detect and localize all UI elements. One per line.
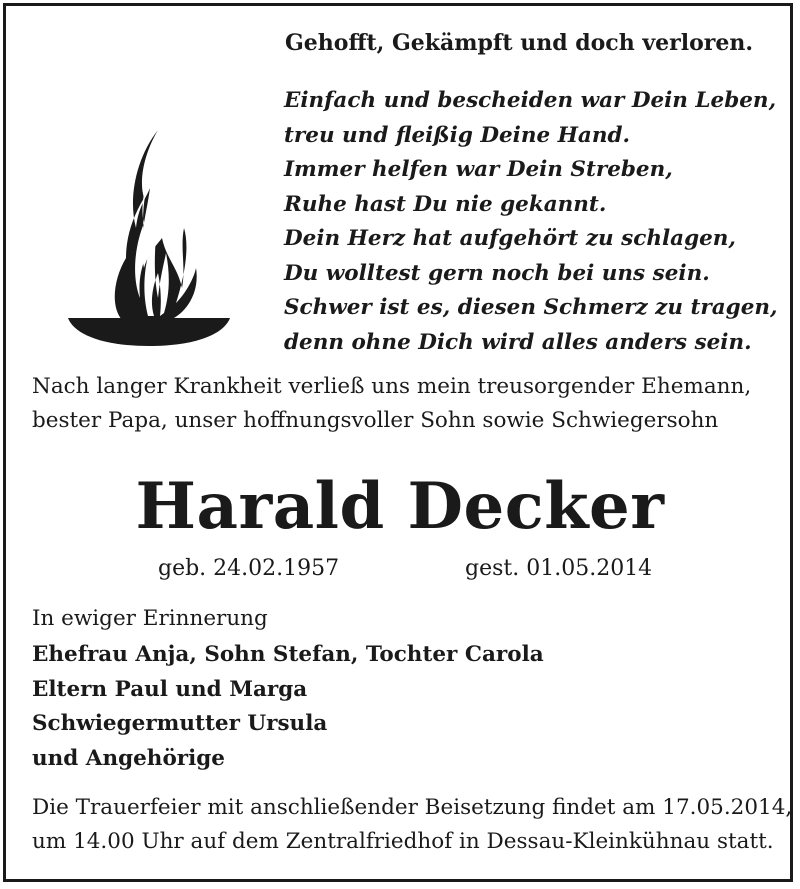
mourner-entry: Eltern Paul und Marga	[32, 676, 308, 702]
funeral-line: Die Trauerfeier mit anschließender Beisetzung findet am 17.05.2014,	[32, 795, 793, 820]
poem-line: Ruhe hast Du nie gekannt.	[284, 191, 607, 217]
poem-line: Einfach und bescheiden war Dein Leben,	[284, 88, 777, 113]
mourner-entry: Schwiegermutter Ursula	[32, 711, 328, 736]
funeral-line: um 14.00 Uhr auf dem Zentralfriedhof in Dessau-Kleinkühnau statt.	[32, 829, 774, 854]
poem-line: Schwer ist es, diesen Schmerz zu tragen,	[284, 295, 778, 320]
poem-line: denn ohne Dich wird alles anders sein.	[284, 329, 752, 355]
poem-line: Immer helfen war Dein Streben,	[284, 157, 673, 182]
intro-text	[32, 370, 751, 438]
poem-line: Du wolltest gern noch bei uns sein.	[284, 260, 710, 286]
poem-line: Dein Herz hat aufgehört zu schlagen,	[284, 226, 736, 251]
funeral-info	[32, 791, 792, 859]
mourners-list	[32, 638, 544, 776]
mourner-entry: Ehefrau Anja, Sohn Stefan, Tochter Carola	[32, 642, 544, 667]
deceased-name: Harald Decker	[135, 469, 665, 544]
motto: Gehofft, Gekämpft und doch verloren.	[285, 30, 754, 56]
mourner-entry: und Angehörige	[32, 745, 225, 771]
flame-bowl-icon	[66, 128, 232, 348]
birth-date: geb. 24.02.1957	[158, 556, 340, 581]
death-date: gest. 01.05.2014	[465, 556, 653, 581]
intro-line: bester Papa, unser hoffnungsvoller Sohn sowie Schwiegersohn	[32, 408, 719, 433]
memory-line: In ewiger Erinnerung	[32, 606, 268, 631]
poem	[284, 84, 778, 360]
poem-line: treu und fleißig Deine Hand.	[284, 122, 631, 148]
intro-line: Nach langer Krankheit verließ uns mein treusorgender Ehemann,	[32, 374, 752, 399]
